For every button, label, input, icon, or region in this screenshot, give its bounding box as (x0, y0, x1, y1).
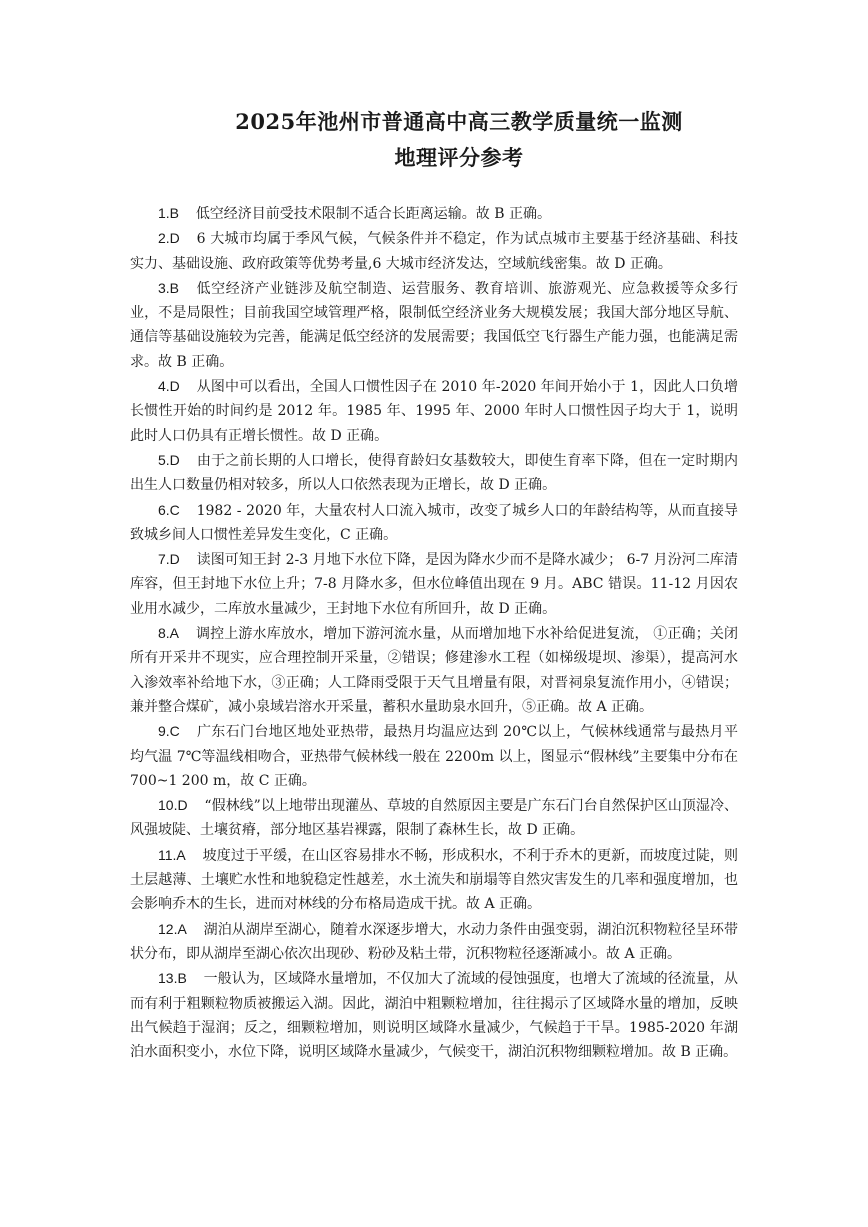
answer-item (130, 621, 738, 719)
answer-explanation: 广东石门台地区地处亚热带，最热月均温应达到 20℃以上，气候林线通常与最热月平均气温 7℃等温线相吻合，亚热带气候林线一般在 2200m 以上，图显示“假林线”主要集中分布在 700~1 200 m，故 C 正确。 (130, 724, 738, 789)
document-header (0, 104, 868, 176)
answer-item (130, 547, 738, 621)
answer-item (130, 793, 738, 843)
answer-explanation: 调控上游水库放水，增加下游河流水量，从而增加地下水补给促进复流， ①正确；关闭所有开采井不现实，应合理控制开采量，②错误；修建渗水工程（如梯级堤坝、渗渠），提高河水入渗效率补给地下水，③正确；人工降雨受限于天气且增量有限，对晋祠泉复流作用小，④错误；兼并整合煤矿，减小泉域岩溶水开采量，蓄积水量助泉水回升，⑤正确。故 A 正确。 (130, 626, 738, 715)
answer-item (130, 448, 738, 498)
answer-label: 9.C (158, 723, 180, 740)
answer-item (130, 498, 738, 548)
answer-explanation: 读图可知王封 2-3 月地下水位下降，是因为降水少而不是降水减少； 6-7 月汾河二库清库容，但王封地下水位上升；7-8 月降水多，但水位峰值出现在 9 月。ABC 错误。11-12 月因农业用水减少，二库放水量减少，王封地下水位有所回升，故 D 正确。 (130, 552, 738, 617)
answer-explanation: 一般认为，区域降水量增加，不仅加大了流域的侵蚀强度，也增大了流域的径流量，从而有利于粗颗粒物质被搬运入湖。因此，湖泊中粗颗粒增加，往往揭示了区域降水量的增加，反映出气候趋于湿润；反之，细颗粒增加，则说明区域降水量减少，气候趋于干旱。1985-2020 年湖泊水面积变小，水位下降，说明区域降水量减少，气候变干，湖泊沉积物细颗粒增加。故 B 正确。 (130, 971, 738, 1061)
answer-item (130, 719, 738, 793)
answer-explanation: 由于之前长期的人口增长，使得育龄妇女基数较大，即使生育率下降，但在一定时期内出生人口数量仍相对较多，所以人口依然表现为正增长，故 D 正确。 (130, 452, 738, 494)
answer-list (130, 201, 738, 1064)
answer-item (130, 843, 738, 917)
answer-label: 10.D (158, 797, 188, 814)
exam-title: 2025年池州市普通高中高三教学质量统一监测 (235, 109, 683, 134)
answer-label: 1.B (158, 205, 180, 221)
answer-label: 3.B (158, 279, 180, 296)
answer-explanation: “假林线”以上地带出现灌丛、草坡的自然原因主要是广东石门台自然保护区山顶湿冷、风强坡陡、土壤贫瘠，部分地区基岩裸露，限制了森林生长，故 D 正确。 (130, 798, 738, 839)
answer-item (130, 374, 738, 448)
answer-explanation: 6 大城市均属于季风气候，气候条件并不稳定，作为试点城市主要基于经济基础、科技实力、基础设施、政府政策等优势考量,6 大城市经济发达，空域航线密集。故 D 正确。 (130, 231, 738, 272)
answer-label: 4.D (158, 378, 180, 395)
answer-item (130, 201, 738, 226)
answer-label: 7.D (158, 551, 180, 568)
answer-item (130, 276, 738, 374)
answer-label: 12.A (158, 920, 187, 937)
answer-item (130, 226, 738, 276)
answer-explanation: 从图中可以看出，全国人口惯性因子在 2010 年-2020 年间开始小于 1，因此人口负增长惯性开始的时间约是 2012 年。1985 年、1995 年、2000 年时人口惯性因子均大于 1，说明此时人口仍具有正增长惯性。故 D 正确。 (130, 379, 738, 444)
answer-item (130, 917, 738, 967)
answer-label: 13.B (158, 970, 187, 987)
answer-explanation: 低空经济目前受技术限制不适合长距离运输。故 B 正确。 (195, 206, 551, 222)
answer-explanation: 湖泊从湖岸至湖心，随着水深逐步增大，水动力条件由强变弱，湖泊沉积物粒径呈环带状分布，即从湖岸至湖心依次出现砂、粉砂及粘土带，沉积物粒径逐渐减小。故 A 正确。 (130, 921, 738, 962)
answer-label: 6.C (158, 501, 180, 518)
answer-item (130, 966, 738, 1064)
answer-label: 11.A (158, 846, 186, 863)
document-subtitle: 地理评分参考 (394, 145, 524, 170)
answer-label: 2.D (158, 230, 180, 247)
answer-explanation: 1982 - 2020 年，大量农村人口流入城市，改变了城乡人口的年龄结构等，从而直接导致城乡间人口惯性差异发生变化，C 正确。 (130, 502, 738, 543)
answer-label: 8.A (158, 625, 180, 642)
answer-explanation: 坡度过于平缓，在山区容易排水不畅，形成积水，不利于乔木的更新，而坡度过陡，则土层越薄、土壤贮水性和地貌稳定性越差，水土流失和崩塌等自然灾害发生的几率和强度增加，也会影响乔木的生长，进而对林线的分布格局造成干扰。故 A 正确。 (130, 847, 738, 913)
answer-label: 5.D (158, 451, 180, 468)
answer-explanation: 低空经济产业链涉及航空制造、运营服务、教育培训、旅游观光、应急救援等众多行业，不是局限性；目前我国空域管理严格，限制低空经济业务大规模发展；我国大部分地区导航、通信等基础设施较为完善，能满足低空经济的发展需要；我国低空飞行器生产能力强，也能满足需求。故 B 正确。 (130, 280, 738, 370)
